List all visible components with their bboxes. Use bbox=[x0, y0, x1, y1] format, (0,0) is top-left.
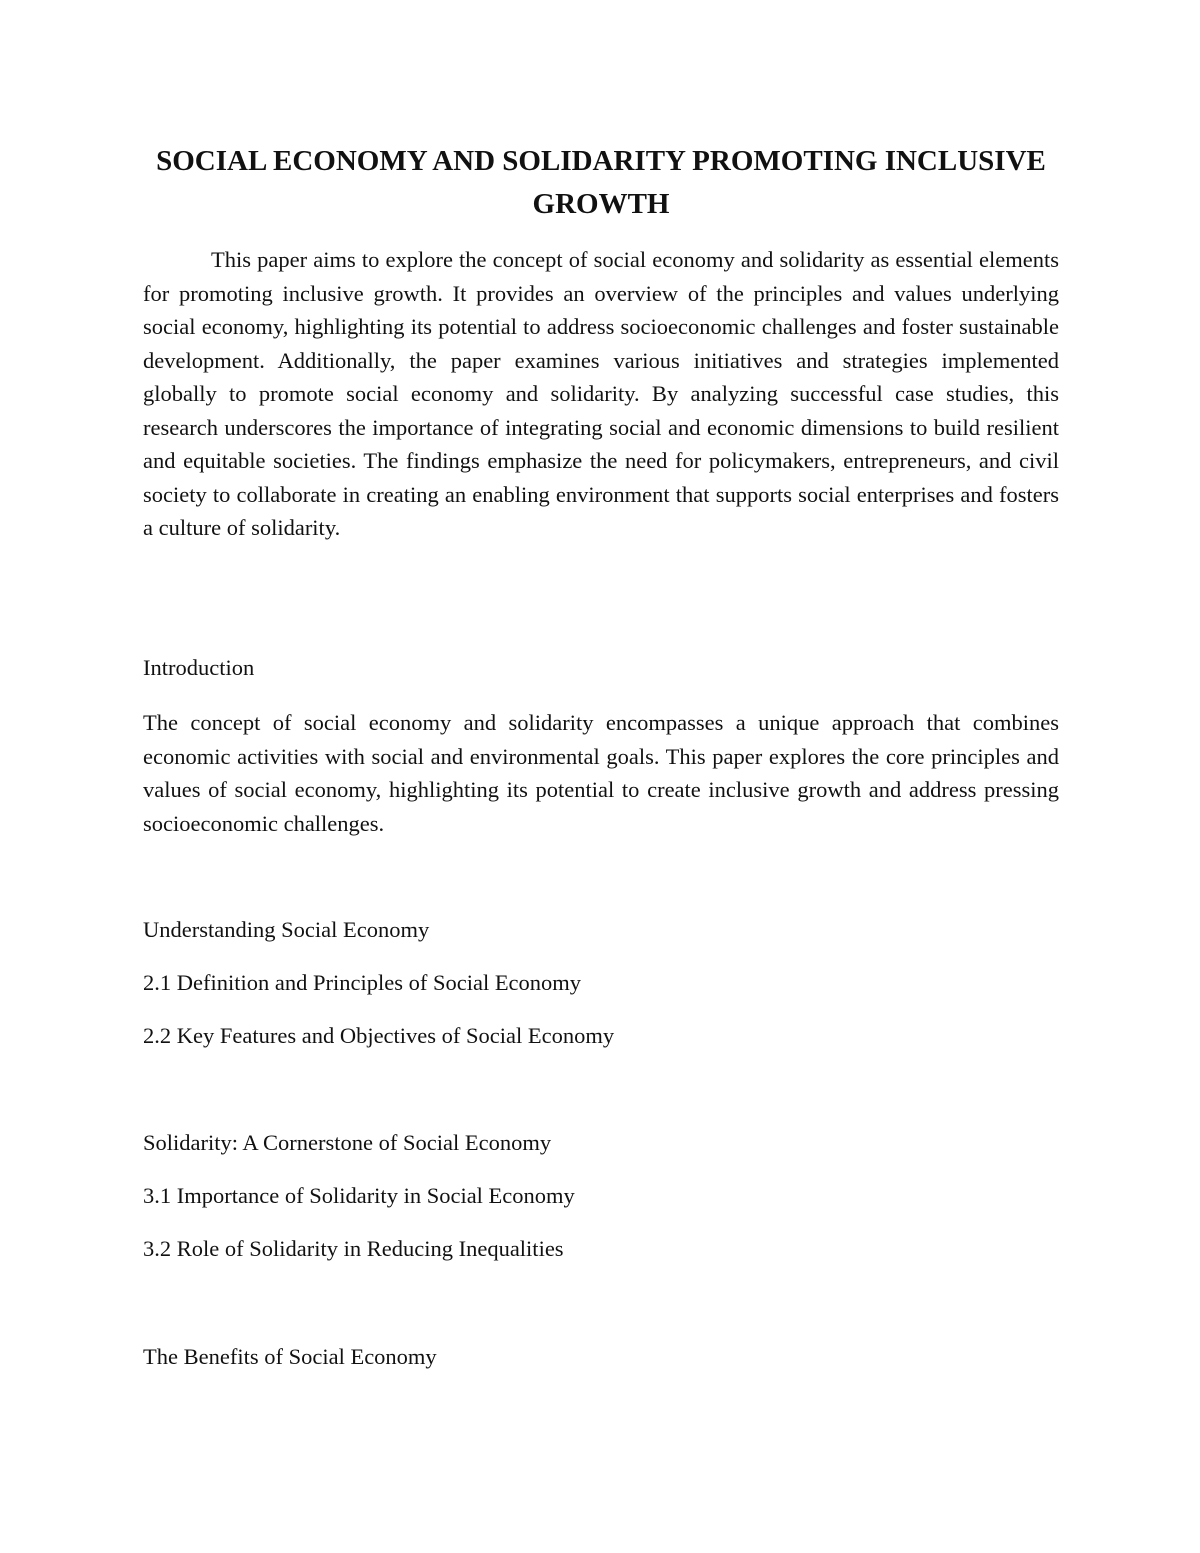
introduction-paragraph: The concept of social economy and solidarity encompasses a unique approach that combines economic activities with social and environmental goals. This paper explores the core principles and values of social economy, highlighting its potential to create inclusive growth and address pressing socioeconomic challenges. bbox=[143, 710, 1059, 836]
section-heading-solidarity: Solidarity: A Cornerstone of Social Economy bbox=[143, 1130, 552, 1155]
subsection-2-1: 2.1 Definition and Principles of Social Economy bbox=[143, 970, 582, 995]
section-heading-benefits: The Benefits of Social Economy bbox=[143, 1344, 437, 1369]
subsection-3-1: 3.1 Importance of Solidarity in Social Economy bbox=[143, 1183, 575, 1208]
subsection-2-2: 2.2 Key Features and Objectives of Social Economy bbox=[143, 1023, 615, 1048]
document-title: SOCIAL ECONOMY AND SOLIDARITY PROMOTING INCLUSIVE GROWTH bbox=[156, 145, 1046, 220]
introduction-heading: Introduction bbox=[143, 655, 255, 680]
abstract-paragraph: This paper aims to explore the concept of social economy and solidarity as essential elements for promoting inclusive growth. It provides an overview of the principles and values underlying social economy, highlighting its potential to address socioeconomic challenges and foster sustainable development. Additionally, the paper examines various initiatives and strategies implemented globally to promote social economy and solidarity. By analyzing successful case studies, this research underscores the importance of integrating social and economic dimensions to build resilient and equitable societies. The findings emphasize the need for policymakers, entrepreneurs, and civil society to collaborate in creating an enabling environment that supports social enterprises and fosters a culture of solidarity. bbox=[143, 247, 1059, 540]
subsection-3-2: 3.2 Role of Solidarity in Reducing Inequalities bbox=[143, 1236, 564, 1261]
section-heading-understanding: Understanding Social Economy bbox=[143, 917, 430, 942]
